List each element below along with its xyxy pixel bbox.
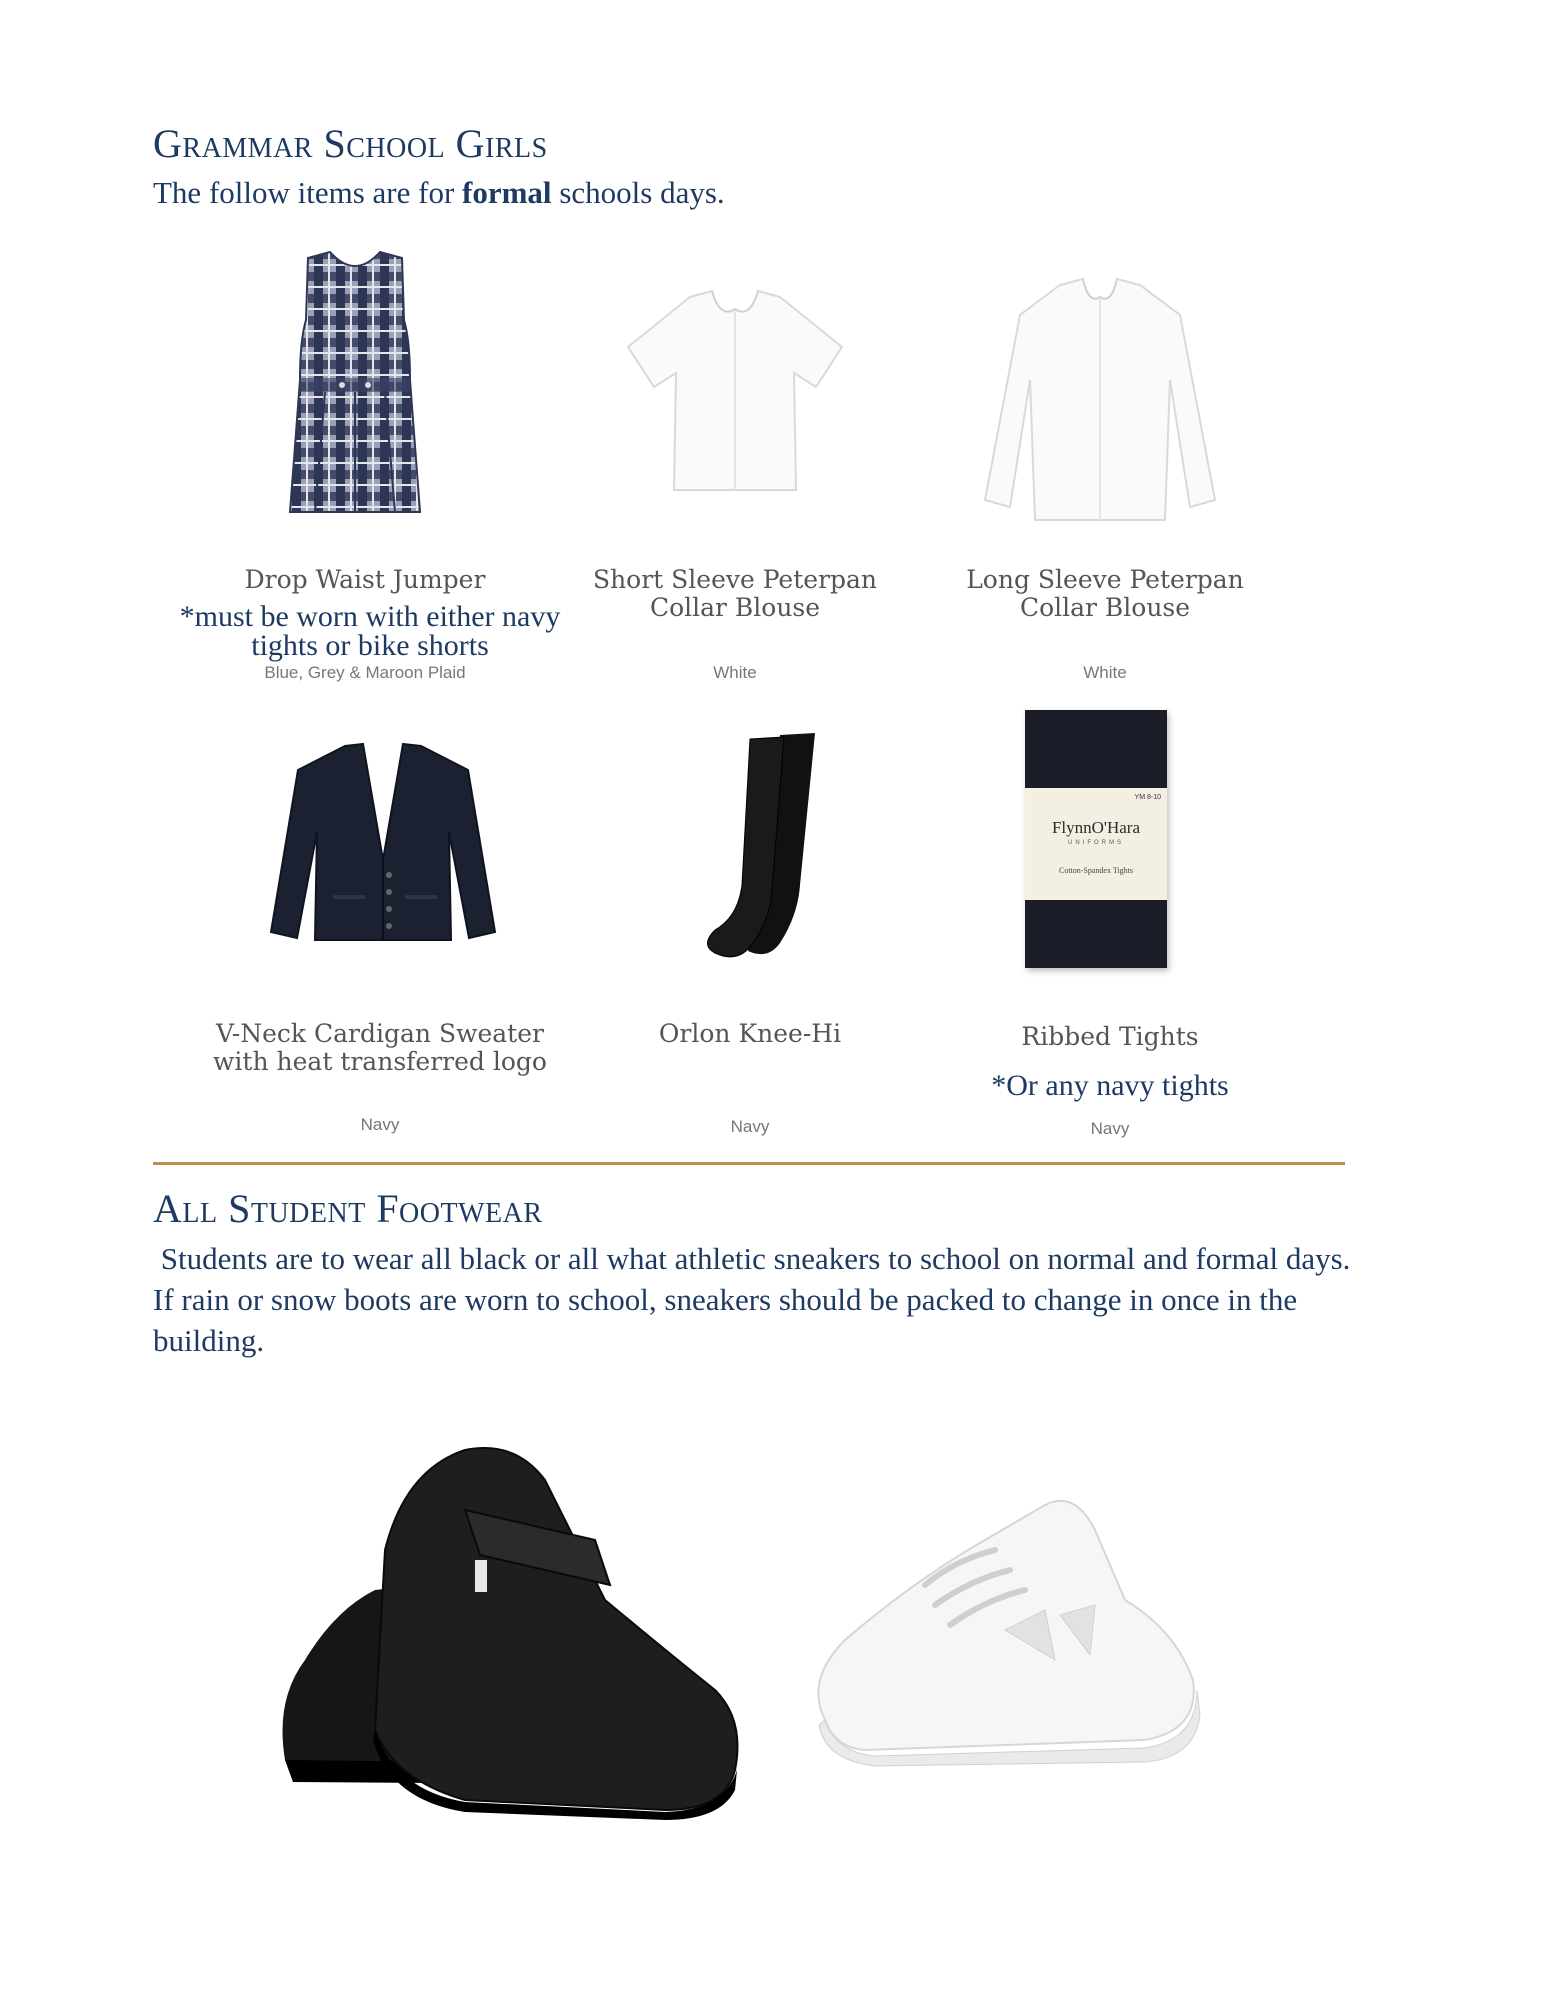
- item-name-long-blouse: Long Sleeve Peterpan Collar Blouse: [966, 565, 1244, 622]
- section-title-girls: Grammar School Girls: [153, 121, 548, 166]
- section-intro: [153, 172, 725, 213]
- item-color-cardigan: Navy: [360, 1115, 400, 1134]
- tights-package-sub: UNIFORMS: [1068, 840, 1124, 846]
- intro-text-start: The follow items are for: [153, 175, 463, 210]
- section-title-footwear: All Student Footwear: [153, 1186, 543, 1231]
- short-sleeve-blouse-image: [620, 285, 850, 500]
- long-sleeve-blouse-image: [965, 275, 1235, 525]
- intro-text-end: schools days.: [551, 175, 725, 210]
- tights-package-size: YM 8-10: [1134, 794, 1161, 801]
- item-note-tights: *Or any navy tights: [991, 1069, 1229, 1102]
- item-name-cardigan: V-Neck Cardigan Sweater with heat transferred logo: [213, 1019, 547, 1076]
- black-sneakers-image: [265, 1440, 745, 1820]
- tights-package-brand: FlynnO'Hara: [1051, 818, 1141, 837]
- item-color-long-blouse: White: [1083, 663, 1127, 682]
- knee-socks-image: [680, 725, 830, 965]
- item-color-tights: Navy: [1090, 1119, 1130, 1138]
- jumper-image: [270, 250, 440, 520]
- tights-package-desc: Cotton-Spandex Tights: [1058, 866, 1133, 875]
- item-name-short-blouse: Short Sleeve Peterpan Collar Blouse: [592, 565, 878, 622]
- intro-text-bold: formal: [462, 175, 552, 210]
- item-color-short-blouse: White: [713, 663, 757, 682]
- cardigan-image: [263, 740, 503, 950]
- section-divider: [153, 1162, 1345, 1165]
- white-sneaker-image: [805, 1490, 1205, 1770]
- tights-package-label: [1025, 788, 1167, 900]
- item-color-jumper: Blue, Grey & Maroon Plaid: [264, 663, 466, 682]
- footwear-description: Students are to wear all black or all what athletic sneakers to school on normal and formal days. If rain or snow boots are worn to school, sneakers should be packed to change in once in the building.: [153, 1241, 1359, 1358]
- item-name-tights: Ribbed Tights: [1021, 1022, 1199, 1051]
- item-note-jumper: *must be worn with either navy tights or bike shorts: [179, 600, 561, 662]
- item-color-knee-hi: Navy: [730, 1117, 770, 1136]
- item-name-knee-hi: Orlon Knee-Hi: [658, 1019, 842, 1048]
- tights-package-image: [1025, 710, 1167, 968]
- item-name-jumper: Drop Waist Jumper: [244, 565, 486, 594]
